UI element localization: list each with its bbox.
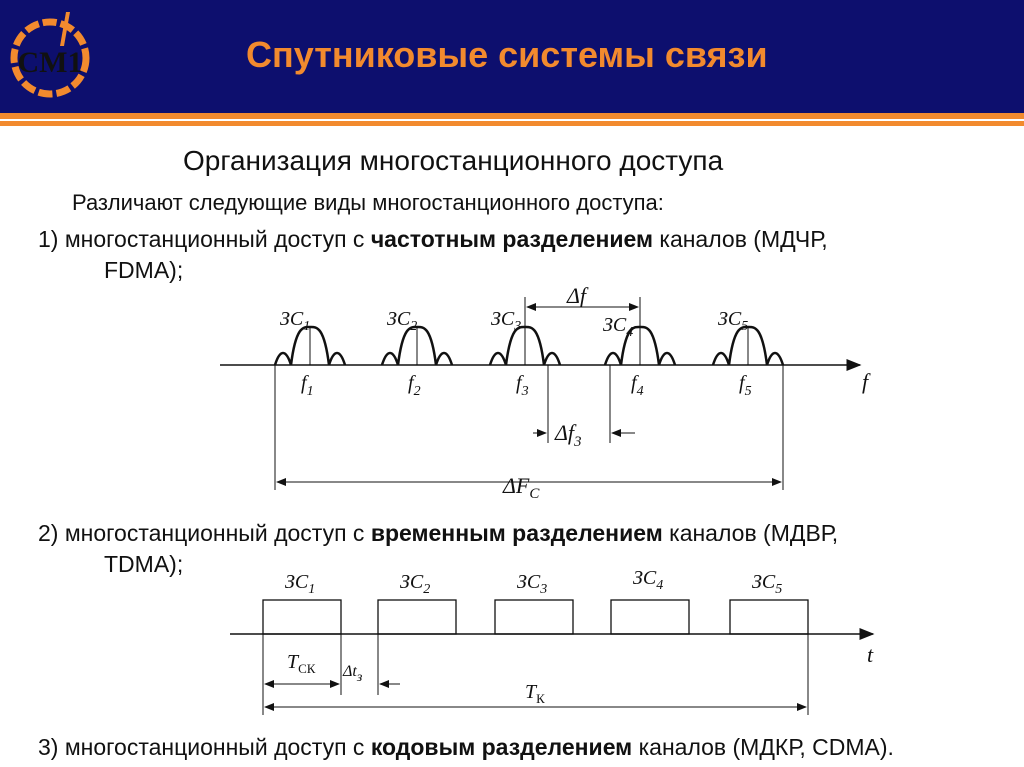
slide-title: Спутниковые системы связи <box>246 34 768 75</box>
time-slot-zs5 <box>730 600 808 634</box>
frequency-label-1: $f_1$ <box>301 372 314 399</box>
delta-f-label: Δf <box>567 285 587 308</box>
tk-label: $T_К$ <box>525 681 545 706</box>
list-item-prefix: 1) многостанционный доступ с <box>38 226 371 252</box>
tdma-station-label-3: $ЗС_3$ <box>517 571 548 597</box>
fdma-station-label-5: $ЗС_5$ <box>718 308 749 334</box>
list-item-fdma <box>38 226 828 253</box>
list-item-suffix: каналов (МДЧР, <box>652 226 828 252</box>
list-item-suffix: каналов (МДКР, CDMA). <box>632 734 894 760</box>
tdma-station-label-4: $ЗС_4$ <box>633 567 664 593</box>
tdma-station-label-1: $ЗС_1$ <box>285 571 316 597</box>
delta-fc-label: $\Delta F_С$ <box>503 473 540 500</box>
section-subtitle: Организация многостанционного доступа <box>183 145 724 176</box>
list-item-keyword: частотным разделением <box>370 226 653 252</box>
frequency-label-2: $f_2$ <box>408 372 421 399</box>
header-accent-stripe <box>0 113 1024 119</box>
fdma-station-label-3: $ЗС_3$ <box>491 308 522 334</box>
spectrum-zs3 <box>490 327 560 365</box>
list-item-suffix: каналов (МДВР, <box>662 520 839 546</box>
list-item-fdma-cont: FDMA); <box>104 257 184 283</box>
fdma-station-label-4: $ЗС_4$ <box>603 314 634 340</box>
intro-text: Различают следующие виды многостанционного доступа: <box>72 190 664 215</box>
frequency-axis-label: f <box>862 369 869 394</box>
frequency-label-5: $f_5$ <box>739 372 752 399</box>
delta-f3-label: $\Delta f_3$ <box>555 420 582 450</box>
tdma-station-label-2: $ЗС_2$ <box>400 571 431 597</box>
time-slot-zs1 <box>263 600 341 634</box>
header-accent-stripe-lower <box>0 121 1024 126</box>
fdma-station-label-2: $ЗС_2$ <box>387 308 418 334</box>
list-item-prefix: 3) многостанционный доступ с <box>38 734 371 760</box>
list-item-keyword: временным разделением <box>370 520 663 546</box>
list-item-keyword: кодовым разделением <box>370 734 633 760</box>
list-item-tdma <box>38 520 838 547</box>
time-slot-zs2 <box>378 600 456 634</box>
list-item-cdma <box>38 734 894 761</box>
tdma-diagram <box>225 560 885 720</box>
time-slot-zs4 <box>611 600 689 634</box>
fdma-diagram <box>215 285 885 500</box>
frequency-label-3: $f_3$ <box>516 372 529 399</box>
fdma-station-label-1: $ЗС_1$ <box>280 308 311 334</box>
tdma-station-label-5: $ЗС_5$ <box>752 571 783 597</box>
logo-text: СМ1 <box>17 46 83 79</box>
time-slot-zs3 <box>495 600 573 634</box>
tz-label: $\Delta t_з$ <box>343 663 363 685</box>
tsk-label: $T_{СК}$ <box>287 651 316 676</box>
list-item-prefix: 2) многостанционный доступ с <box>38 520 371 546</box>
sm1-logo <box>8 8 92 102</box>
time-axis-label: t <box>867 642 874 667</box>
list-item-tdma-cont: TDMA); <box>104 551 184 577</box>
frequency-label-4: $f_4$ <box>631 372 644 399</box>
